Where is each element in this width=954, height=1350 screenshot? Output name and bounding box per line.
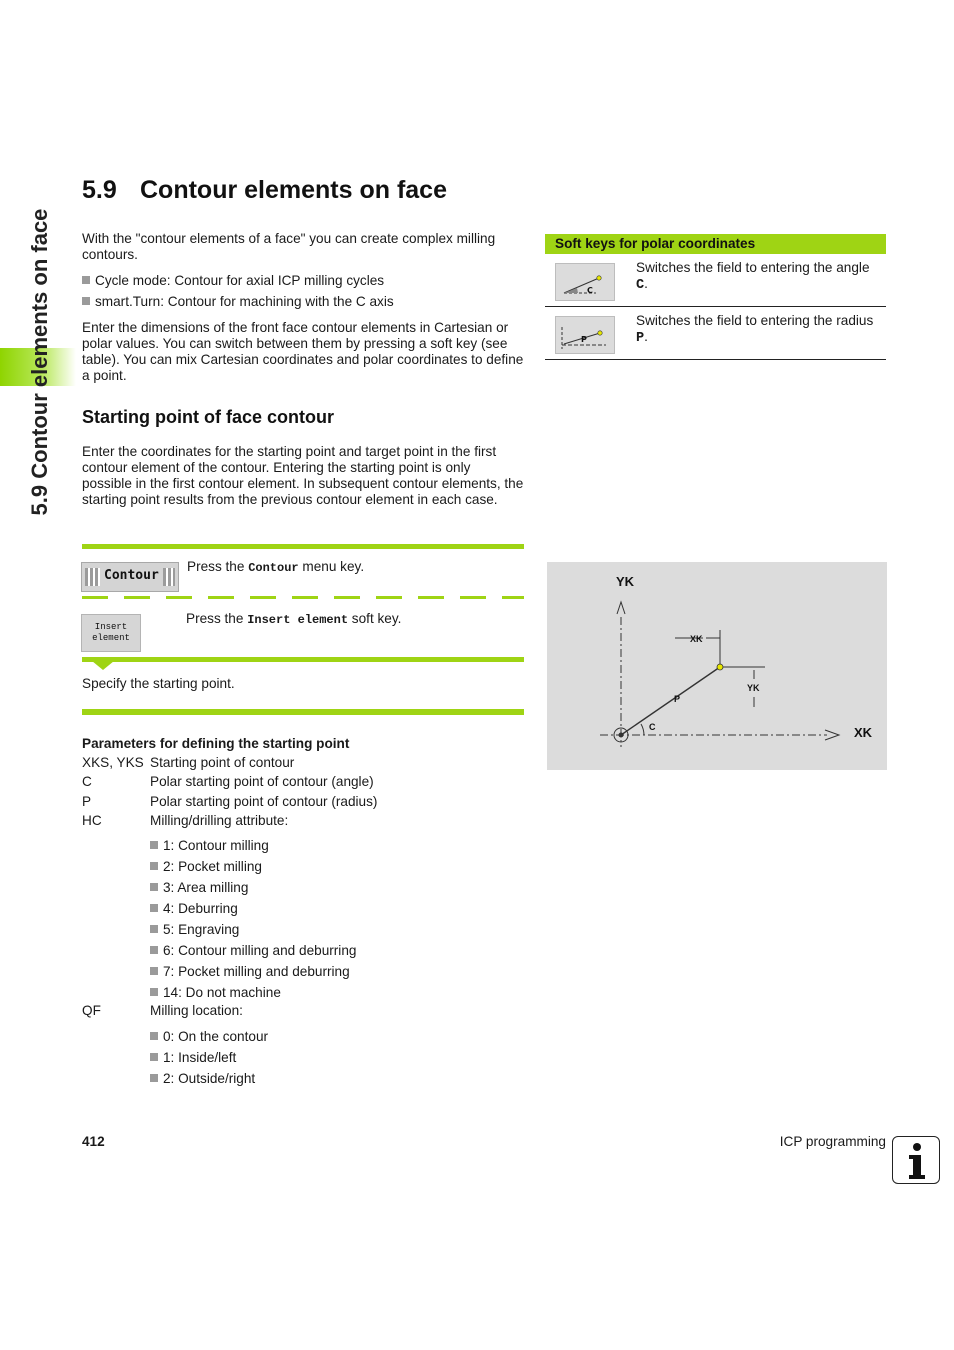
step-1-text [187,559,364,575]
step-1-prefix: Press the [187,559,249,574]
list-item: 14: Do not machine [150,985,356,1006]
softkey-key-name: C [636,278,645,293]
param-value: Polar starting point of contour (angle) [150,774,374,789]
intro-paragraph: With the "contour elements of a face" you can create complex milling contours. [82,231,496,262]
list-item: 4: Deburring [150,901,356,922]
list-item: 5: Engraving [150,922,356,943]
list-item: 0: On the contour [150,1029,268,1050]
param-key: QF [82,1003,101,1018]
angle-c-label: C [649,722,656,732]
param-value: Starting point of contour [150,755,295,770]
side-chapter-title-text: 5.9 Contour elements on face [27,208,52,516]
step-result: Specify the starting point. [82,676,235,691]
yk-axis-label: YK [616,574,635,589]
param-value: Milling location: [150,1003,243,1018]
step-divider [82,544,524,549]
param-key: P [82,794,92,809]
xk-axis-label: XK [854,725,873,740]
step-2-text [186,611,401,627]
softkey-description [636,313,876,347]
softkey-description-end: . [644,276,648,291]
xk-dimension-label: XK [690,634,703,644]
param-value: Polar starting point of contour (radius) [150,794,378,809]
step-divider [82,709,524,715]
step-2-key: Insert element [247,613,349,627]
list-item: 2: Outside/right [150,1071,268,1092]
subsection-paragraph: Enter the coordinates for the starting point and target point in the first contour element of the contour. Entering the starting point is only possible in the first contour element. In subsequent contour elements, the starting point results from the previous contour element in each case. [82,444,524,507]
insert-element-softkey[interactable] [81,614,141,652]
step-1-suffix: menu key. [298,559,365,574]
softkey-description-end: . [644,329,648,344]
list-item: 1: Contour milling [150,838,356,859]
softkey-description-text: Switches the field to entering the angle [636,260,870,275]
step-divider [82,657,524,662]
step-2-prefix: Press the [186,611,248,626]
list-item: Cycle mode: Contour for axial ICP milling cycles [82,273,524,289]
polar-radius-softkey-icon[interactable] [555,316,615,354]
list-item: smart.Turn: Contour for machining with the C axis [82,294,524,310]
section-title: Contour elements on face [140,176,447,204]
grid-icon [163,568,175,586]
param-value: Milling/drilling attribute: [150,813,289,828]
diagram-drawing [547,562,887,770]
param-key: XKS, YKS [82,755,144,770]
step-1-key: Contour [248,561,299,575]
table-row [545,254,886,307]
list-item: 6: Contour milling and deburring [150,943,356,964]
hc-option-list [150,838,356,1006]
softkey-description-text: Switches the field to entering the radius [636,313,874,328]
page-title [82,176,447,205]
arrow-down-icon [92,661,114,670]
qf-option-list [150,1029,268,1092]
yk-dimension-label: YK [747,683,760,693]
step-2-suffix: soft key. [348,611,402,626]
softkey-key-name: P [636,331,645,346]
list-item: 3: Area milling [150,880,356,901]
polar-radius-glyph [556,317,614,353]
info-icon [892,1136,940,1184]
list-item: 2: Pocket milling [150,859,356,880]
polar-angle-glyph-label: C [587,286,593,295]
list-item: 1: Inside/left [150,1050,268,1071]
chapter-name: ICP programming [779,1134,886,1149]
softkey-description [636,260,876,294]
contour-menu-button[interactable] [81,562,179,592]
table-row [545,307,886,360]
polar-angle-softkey-icon[interactable] [555,263,615,301]
list-item: 7: Pocket milling and deburring [150,964,356,985]
softkey-table-header: Soft keys for polar coordinates [545,234,886,254]
info-glyph [893,1137,938,1182]
step-dashed-divider [82,596,524,599]
section-number: 5.9 [82,176,117,204]
softkey-label-line1: Insert [94,622,128,632]
params-heading: Parameters for defining the starting point [82,736,350,751]
contour-button-label: Contour [104,568,159,583]
polar-angle-glyph [556,264,614,300]
polar-start-point-diagram [547,562,887,770]
softkey-label-line2: element [92,633,130,643]
radius-p-label: P [674,694,681,704]
param-key: HC [82,813,102,828]
page-number: 412 [82,1134,105,1149]
subsection-title: Starting point of face contour [82,407,334,427]
polar-radius-glyph-label: P [581,335,587,344]
param-key: C [82,774,92,789]
intro-paragraph-2: Enter the dimensions of the front face contour elements in Cartesian or polar values. You can switch between them by pressing a soft key (see table). You can mix Cartesian coordinates and polar coordinates to define a point. [82,320,524,383]
grid-icon [85,568,100,586]
